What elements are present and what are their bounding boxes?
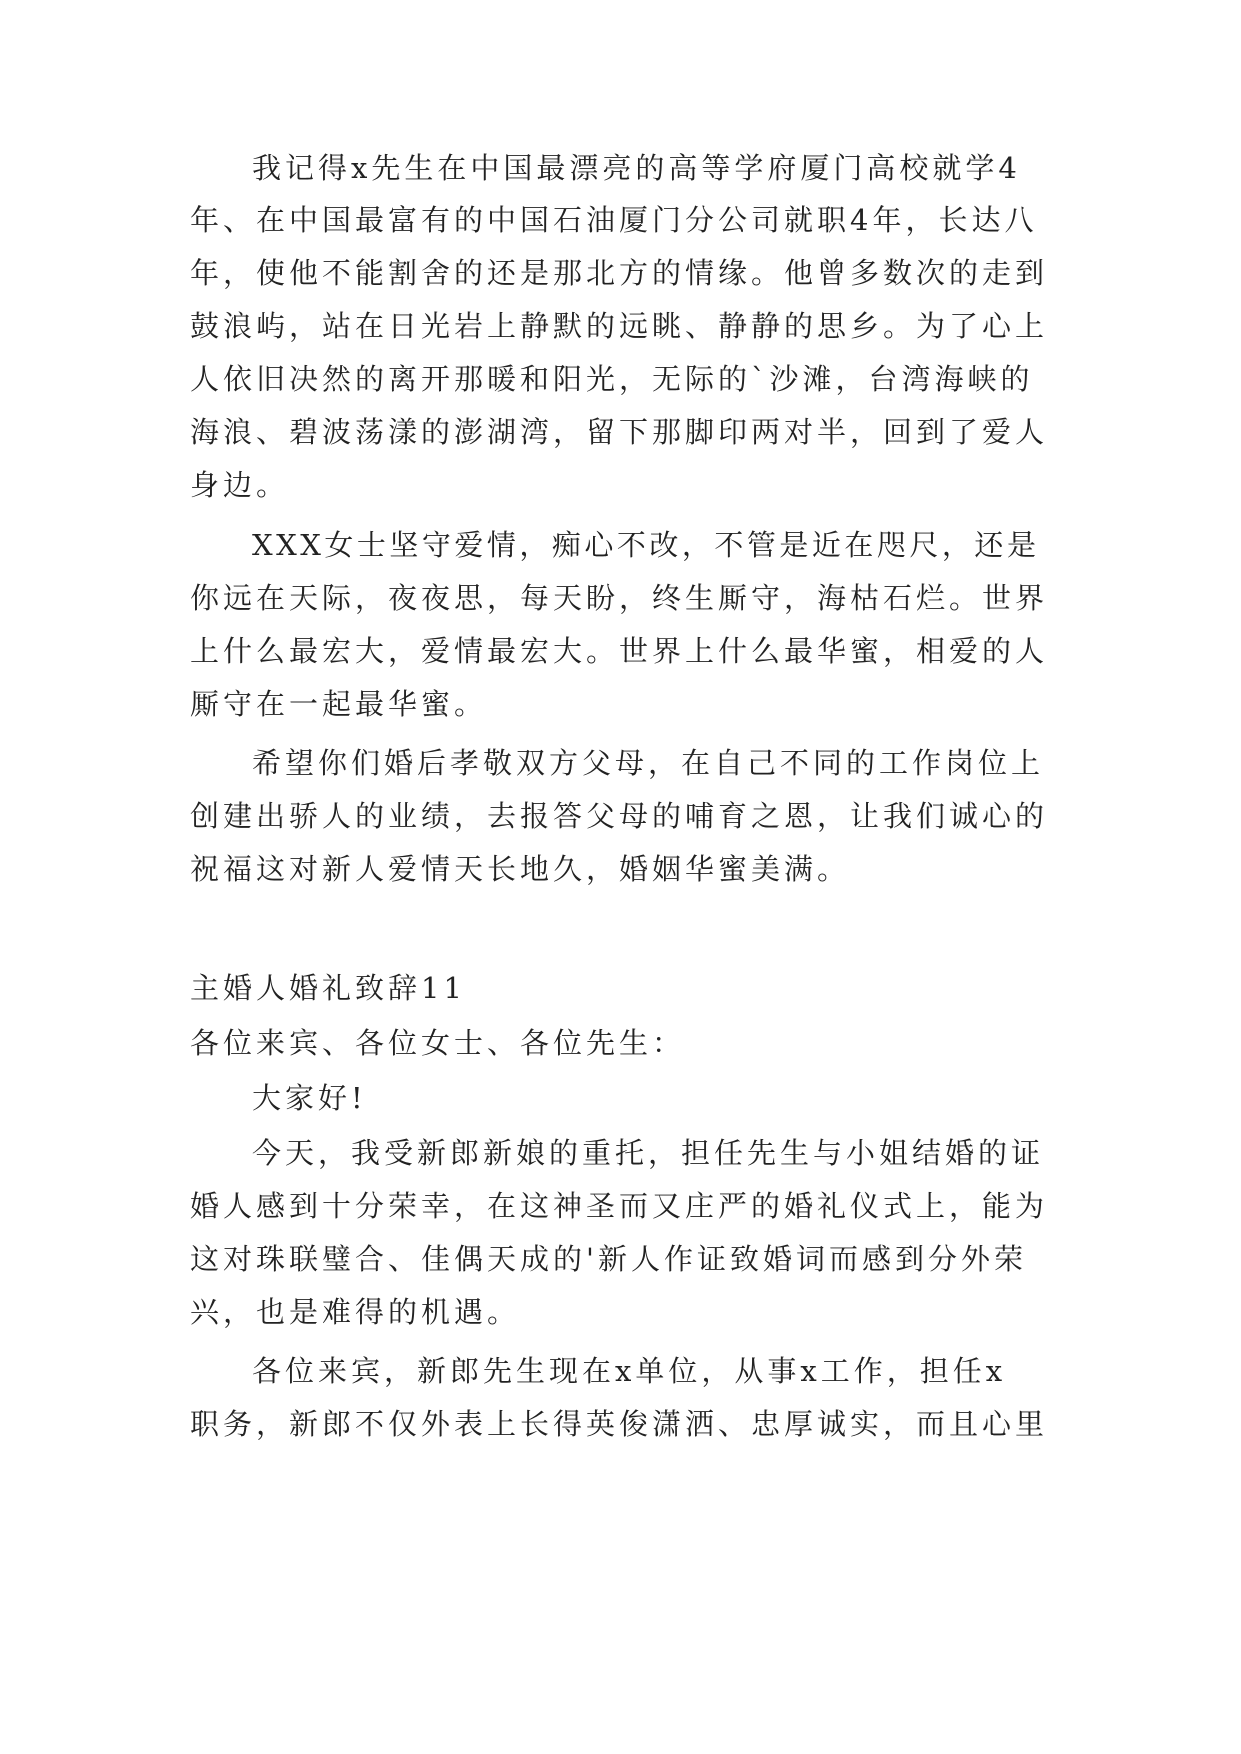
paragraph-4-line-4: 兴，也是难得的机遇。 (190, 1295, 521, 1329)
paragraph-1-line-6: 海浪、碧波荡漾的澎湖湾，留下那脚印两对半，回到了爱人 (190, 415, 1049, 449)
paragraph-3-line-1: 希望你们婚后孝敬双方父母，在自己不同的工作岗位上 (252, 746, 1045, 780)
paragraph-5-line-2: 职务，新郎不仅外表上长得英俊潇洒、忠厚诚实，而且心里 (190, 1407, 1049, 1441)
paragraph-1-line-1: 我记得x先生在中国最漂亮的高等学府厦门高校就学4 (252, 151, 1021, 185)
paragraph-1-line-4: 鼓浪屿，站在日光岩上静默的远眺、静静的思乡。为了心上 (190, 309, 1049, 343)
paragraph-4-line-1: 今天，我受新郎新娘的重托，担任先生与小姐结婚的证 (252, 1136, 1045, 1170)
paragraph-2-line-3: 上什么最宏大，爱情最宏大。世界上什么最华蜜，相爱的人 (190, 634, 1049, 668)
greeting: 大家好! (252, 1081, 367, 1115)
paragraph-2-line-4: 厮守在一起最华蜜。 (190, 687, 488, 721)
paragraph-5-line-1: 各位来宾，新郎先生现在x单位，从事x工作，担任x (252, 1354, 1007, 1388)
salutation: 各位来宾、各位女士、各位先生： (190, 1026, 686, 1060)
section-title: 主婚人婚礼致辞11 (190, 971, 466, 1005)
paragraph-2-line-1: XXX女士坚守爱情，痴心不改，不管是近在咫尺，还是 (252, 528, 1040, 562)
paragraph-4-line-2: 婚人感到十分荣幸，在这神圣而又庄严的婚礼仪式上，能为 (190, 1189, 1049, 1223)
paragraph-1-line-7: 身边。 (190, 468, 290, 502)
paragraph-3-line-2: 创建出骄人的业绩，去报答父母的哺育之恩，让我们诚心的 (190, 799, 1049, 833)
paragraph-4-line-3: 这对珠联璧合、佳偶天成的'新人作证致婚词而感到分外荣 (190, 1242, 1027, 1276)
paragraph-1-line-3: 年，使他不能割舍的还是那北方的情缘。他曾多数次的走到 (190, 256, 1049, 290)
paragraph-1-line-2: 年、在中国最富有的中国石油厦门分公司就职4年，长达八 (190, 203, 1038, 237)
paragraph-3-line-3: 祝福这对新人爱情天长地久，婚姻华蜜美满。 (190, 852, 851, 886)
paragraph-1-line-5: 人依旧决然的离开那暖和阳光，无际的`沙滩，台湾海峡的 (190, 362, 1034, 396)
paragraph-2-line-2: 你远在天际，夜夜思，每天盼，终生厮守，海枯石烂。世界 (190, 581, 1049, 615)
